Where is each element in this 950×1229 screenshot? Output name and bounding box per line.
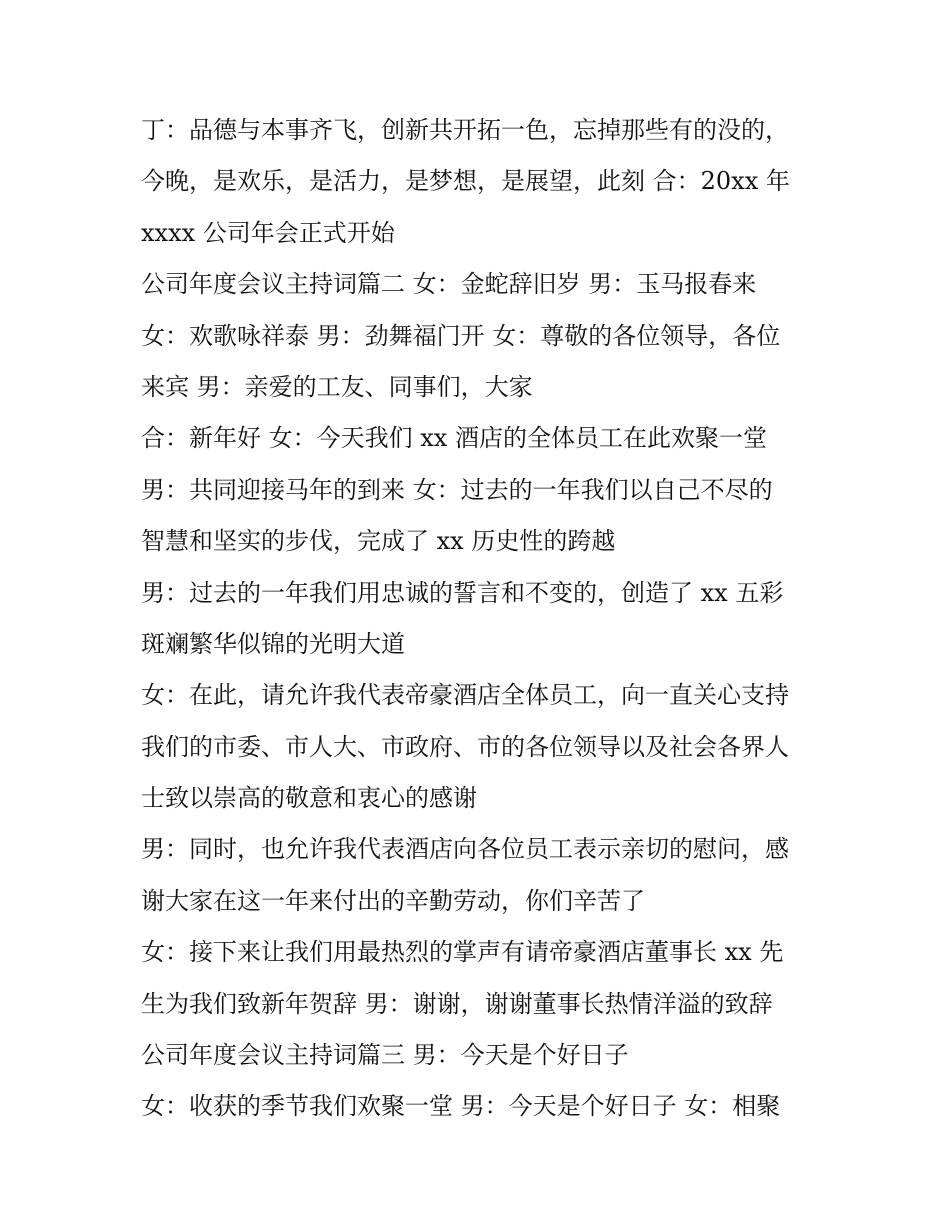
text-line: 男：共同迎接马年的到来 女：过去的一年我们以自己不尽的 <box>141 475 773 504</box>
text-line: 女：欢歌咏祥泰 男：劲舞福门开 女：尊敬的各位领导，各位 <box>141 321 781 350</box>
text-line: 来宾 男：亲爱的工友、同事们，大家 <box>141 372 533 401</box>
text-line: xxxx 公司年会正式开始 <box>141 218 395 247</box>
text-line: 女：接下来让我们用最热烈的掌声有请帝豪酒店董事长 xx 先 <box>141 938 784 967</box>
text-line: 士致以崇高的敬意和衷心的感谢 <box>141 784 477 813</box>
text-line: 女：收获的季节我们欢聚一堂 男：今天是个好日子 女：相聚 <box>141 1092 781 1121</box>
text-line: 女：在此，请允许我代表帝豪酒店全体员工，向一直关心支持 <box>141 681 789 710</box>
text-line: 丁：品德与本事齐飞，创新共开拓一色，忘掉那些有的没的， <box>141 116 789 144</box>
text-line: 公司年度会议主持词篇二 女：金蛇辞旧岁 男：玉马报春来 <box>141 270 757 299</box>
text-line: 生为我们致新年贺辞 男：谢谢，谢谢董事长热情洋溢的致辞 <box>141 989 773 1018</box>
text-line: 公司年度会议主持词篇三 男：今天是个好日子 <box>141 1041 629 1070</box>
text-line: 合：新年好 女：今天我们 xx 酒店的全体员工在此欢聚一堂 <box>141 424 767 453</box>
text-line: 男：同时，也允许我代表酒店向各位员工表示亲切的慰问，感 <box>141 835 789 864</box>
text-line: 男：过去的一年我们用忠诚的誓言和不变的，创造了 xx 五彩 <box>141 578 784 607</box>
text-line: 斑斓繁华似锦的光明大道 <box>141 629 405 658</box>
document-body <box>141 105 821 1133</box>
text-line: 谢大家在这一年来付出的辛勤劳动，你们辛苦了 <box>141 886 645 915</box>
text-line: 我们的市委、市人大、市政府、市的各位领导以及社会各界人 <box>141 732 789 761</box>
text-line: 今晚，是欢乐，是活力，是梦想，是展望，此刻 合：20xx 年 <box>141 167 790 196</box>
text-line: 智慧和坚实的步伐，完成了 xx 历史性的跨越 <box>141 527 616 556</box>
